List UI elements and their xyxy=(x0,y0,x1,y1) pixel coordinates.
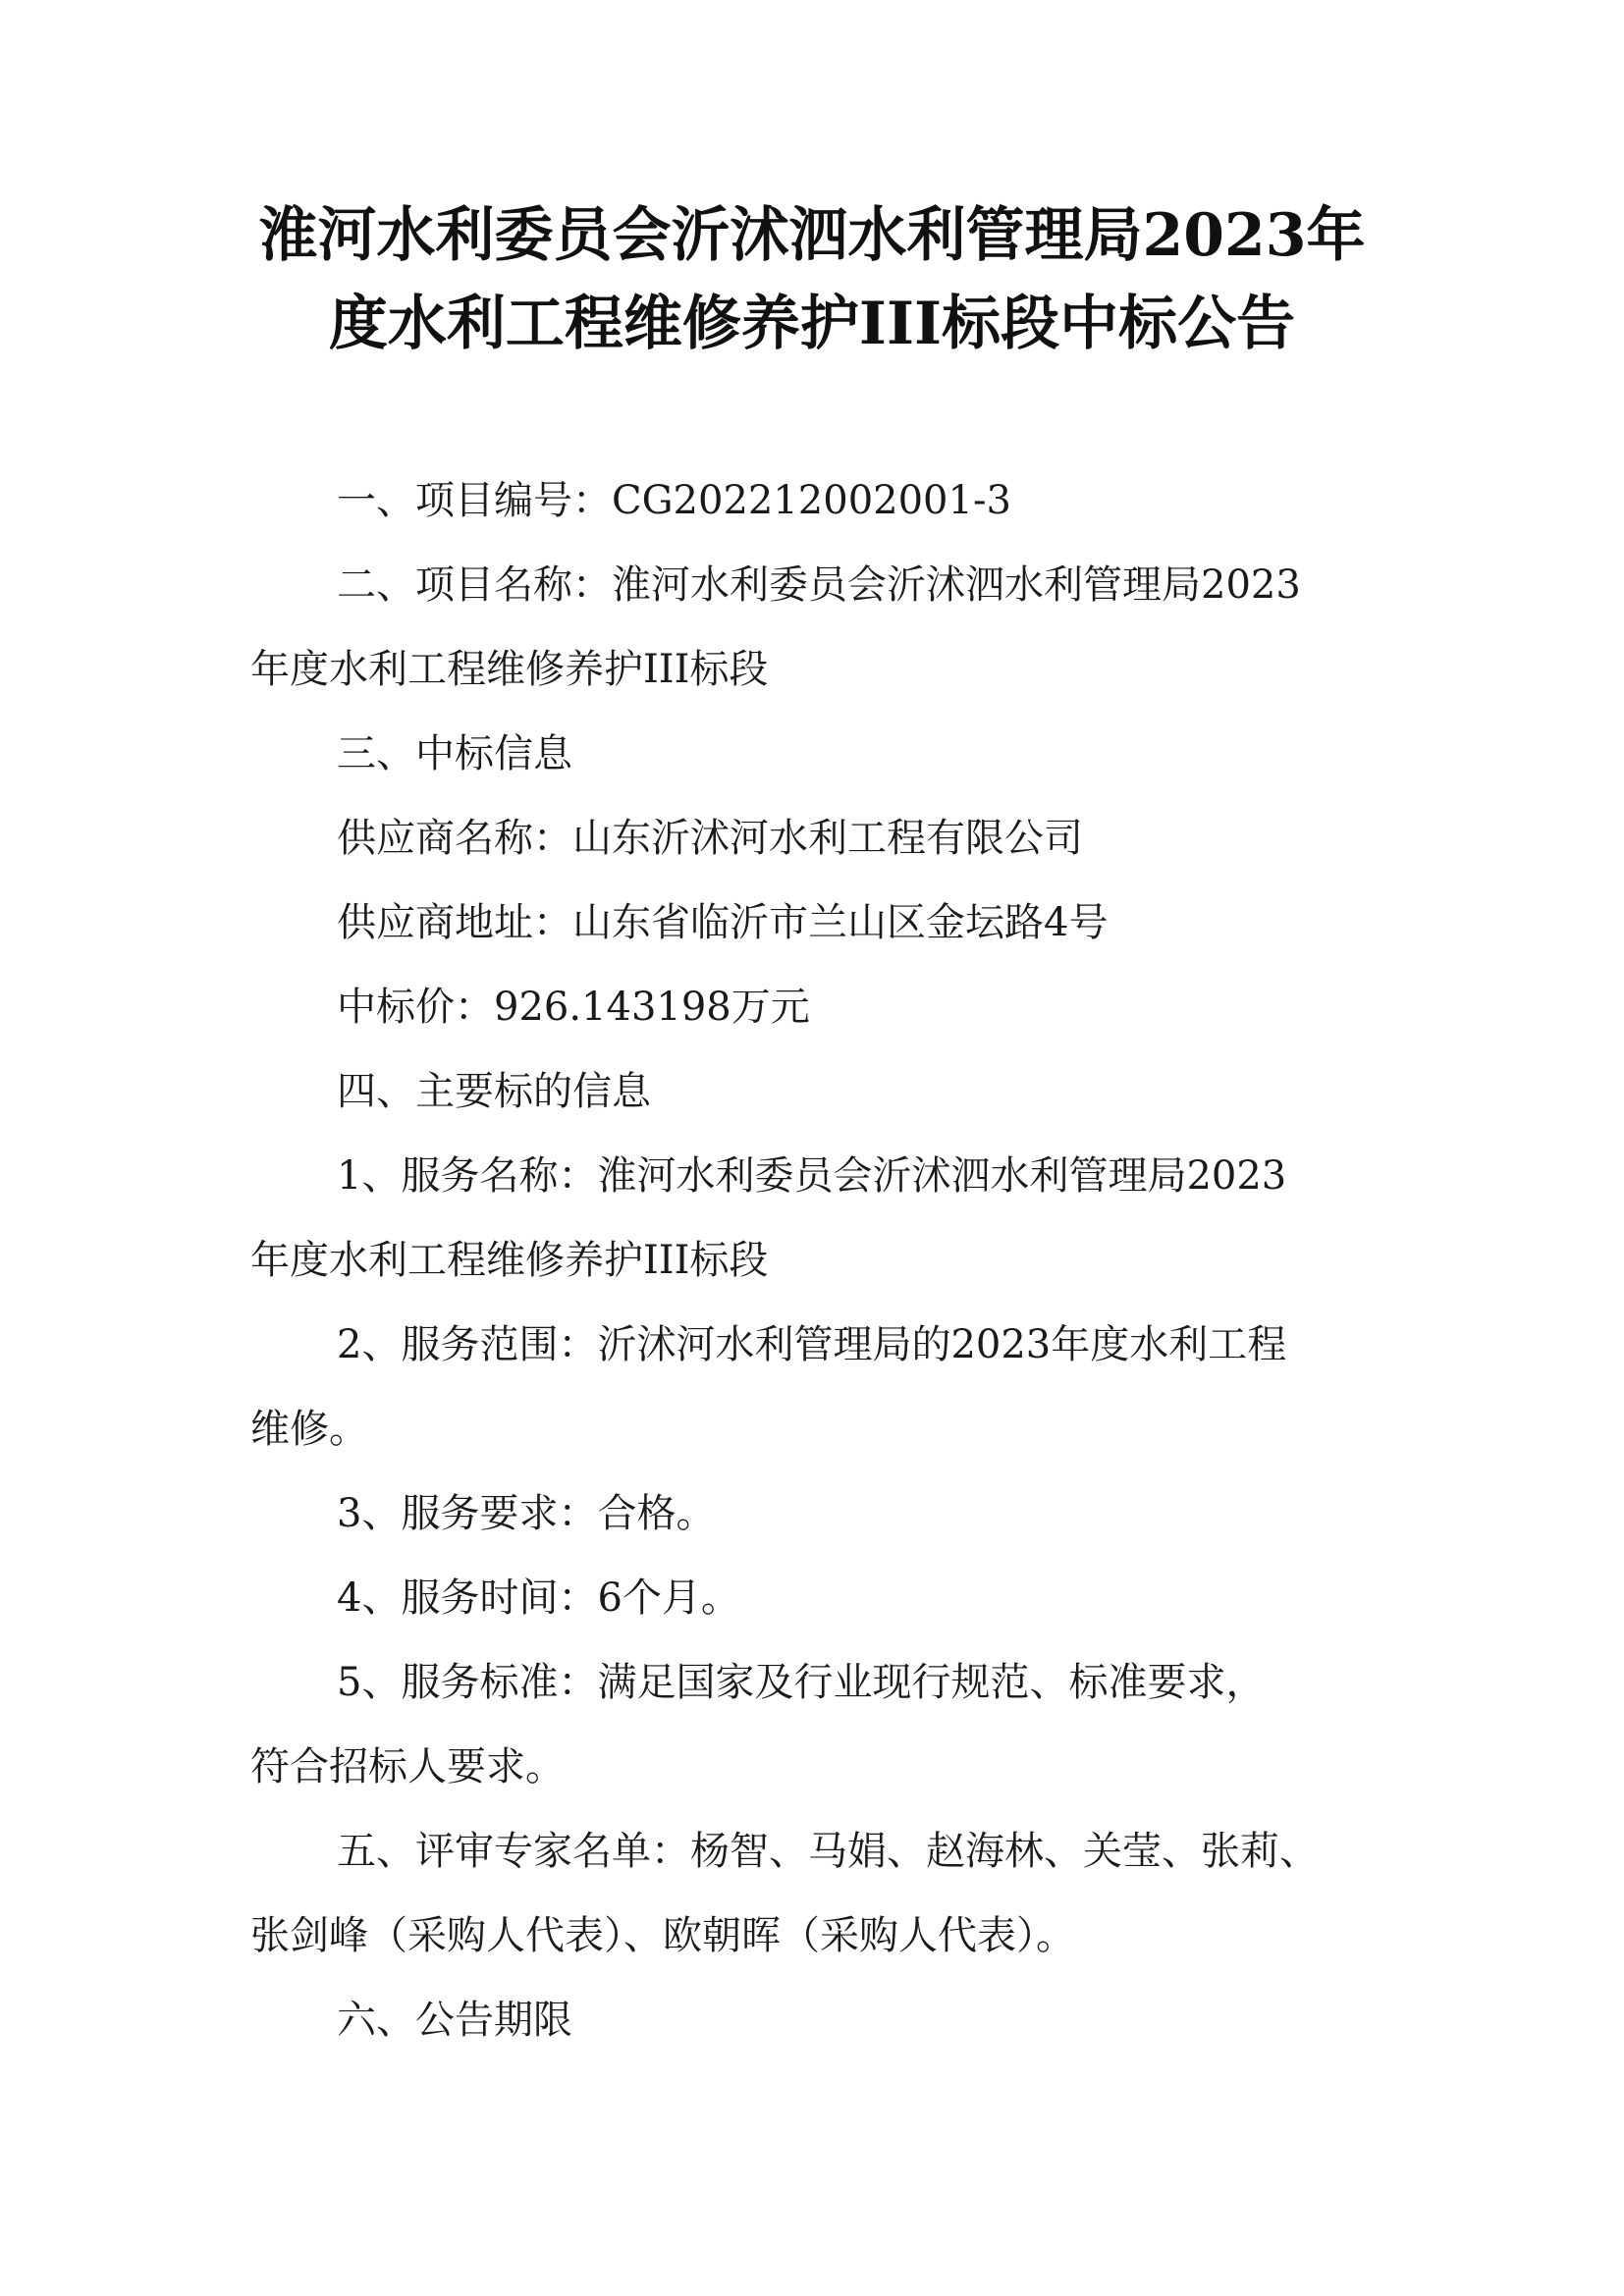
award-info-heading: 三、中标信息 xyxy=(337,731,572,776)
expert-list-line-1: 五、评审专家名单：杨智、马娟、赵海林、关莹、张莉、 xyxy=(337,1829,1319,1874)
service-standard-line-2: 符合招标人要求。 xyxy=(250,1744,565,1789)
project-name-line-1: 二、项目名称：淮河水利委员会沂沭泗水利管理局2023 xyxy=(337,562,1301,608)
expert-list-line-2: 张剑峰（采购人代表）、欧朝晖（采购人代表）。 xyxy=(250,1913,1075,1958)
project-name-line-2: 年度水利工程维修养护III标段 xyxy=(250,647,769,692)
service-time: 4、服务时间：6个月。 xyxy=(337,1575,740,1621)
document-title-line-2: 度水利工程维修养护III标段中标公告 xyxy=(328,290,1296,358)
service-requirement: 3、服务要求：合格。 xyxy=(337,1491,716,1536)
bid-price: 中标价：926.143198万元 xyxy=(337,985,810,1030)
project-number: 一、项目编号：CG202212002001-3 xyxy=(337,478,1011,523)
notice-period-heading: 六、公告期限 xyxy=(337,1998,572,2043)
document-title-line-1: 淮河水利委员会沂沭泗水利管理局2023年 xyxy=(258,201,1366,270)
subject-info-heading: 四、主要标的信息 xyxy=(337,1069,651,1114)
supplier-name: 供应商名称：山东沂沭河水利工程有限公司 xyxy=(337,816,1083,861)
service-name-line-2: 年度水利工程维修养护III标段 xyxy=(250,1238,769,1283)
supplier-address: 供应商地址：山东省临沂市兰山区金坛路4号 xyxy=(337,900,1109,945)
service-scope-line-2: 维修。 xyxy=(250,1407,368,1452)
service-name-line-1: 1、服务名称：淮河水利委员会沂沭泗水利管理局2023 xyxy=(337,1153,1287,1199)
service-scope-line-1: 2、服务范围：沂沭河水利管理局的2023年度水利工程 xyxy=(337,1322,1287,1367)
service-standard-line-1: 5、服务标准：满足国家及行业现行规范、标准要求， xyxy=(337,1660,1266,1705)
